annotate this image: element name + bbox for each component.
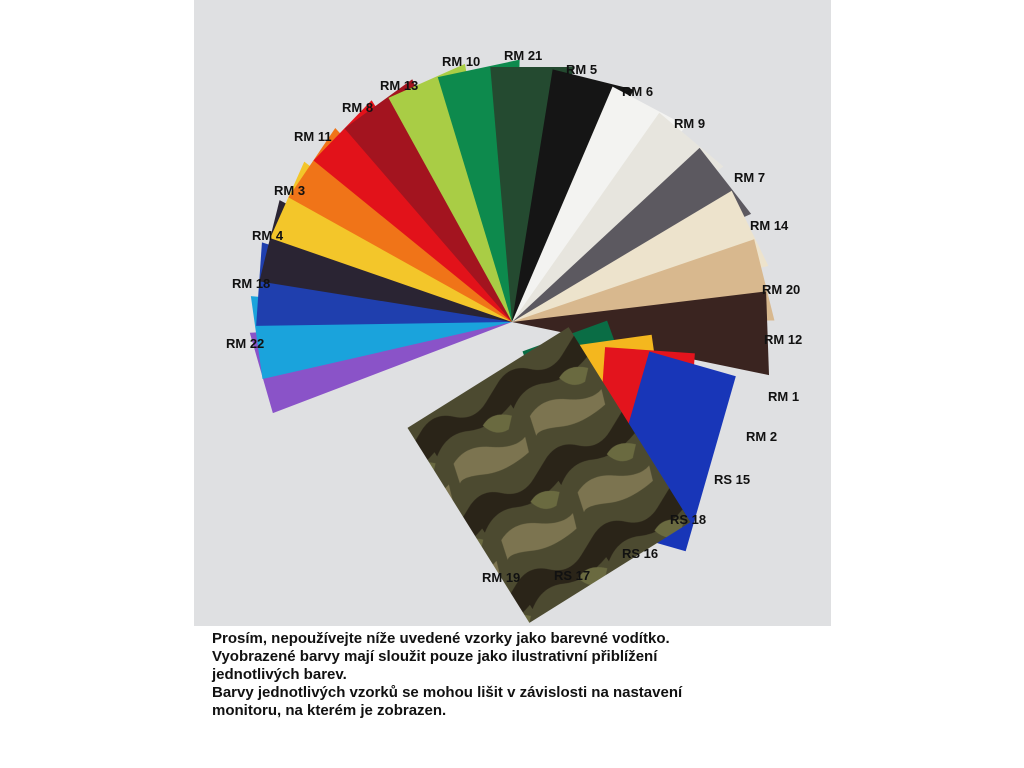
disclaimer-line-4: Barvy jednotlivých vzorků se mohou lišit v závislosti na nastavení xyxy=(212,684,683,701)
swatch-label: RS 18 xyxy=(670,512,707,527)
swatch-label: RM 6 xyxy=(622,84,654,99)
swatch-label: RM 13 xyxy=(380,78,419,93)
disclaimer-line-1: Prosím, nepoužívejte níže uvedené vzorky jako barevné vodítko. xyxy=(212,630,670,647)
swatch-label: RM 14 xyxy=(750,218,789,233)
swatch-label: RM 3 xyxy=(274,183,306,198)
swatch-label: RM 22 xyxy=(226,336,265,351)
swatch-label: RM 20 xyxy=(762,282,801,297)
swatch-label: RM 1 xyxy=(768,389,800,404)
swatch-label: RM 12 xyxy=(764,332,803,347)
swatch-label: RM 19 xyxy=(482,570,521,585)
color-swatch-photo xyxy=(194,0,831,626)
disclaimer-line-5: monitoru, na kterém je zobrazen. xyxy=(212,702,447,719)
swatch-label: RS 17 xyxy=(554,568,591,583)
swatch-label: RM 21 xyxy=(504,48,543,63)
swatch-fan xyxy=(194,0,831,626)
color-disclaimer xyxy=(212,630,812,720)
swatch-label: RM 9 xyxy=(674,116,706,131)
disclaimer-line-3: jednotlivých barev. xyxy=(212,666,347,683)
swatch-label: RM 2 xyxy=(746,429,778,444)
swatch-label: RM 7 xyxy=(734,170,766,185)
swatch-label: RM 8 xyxy=(342,100,374,115)
swatch-label: RM 11 xyxy=(294,129,332,144)
swatch-label: RM 4 xyxy=(252,228,284,243)
swatch-label: RM 5 xyxy=(566,62,598,77)
swatch-label: RM 18 xyxy=(232,276,271,291)
swatch-label: RS 15 xyxy=(714,472,751,487)
disclaimer-line-2: Vyobrazené barvy mají sloužit pouze jako ilustrativní přiblížení xyxy=(212,648,658,665)
swatch-label: RS 16 xyxy=(622,546,659,561)
swatch-label: RM 10 xyxy=(442,54,481,69)
